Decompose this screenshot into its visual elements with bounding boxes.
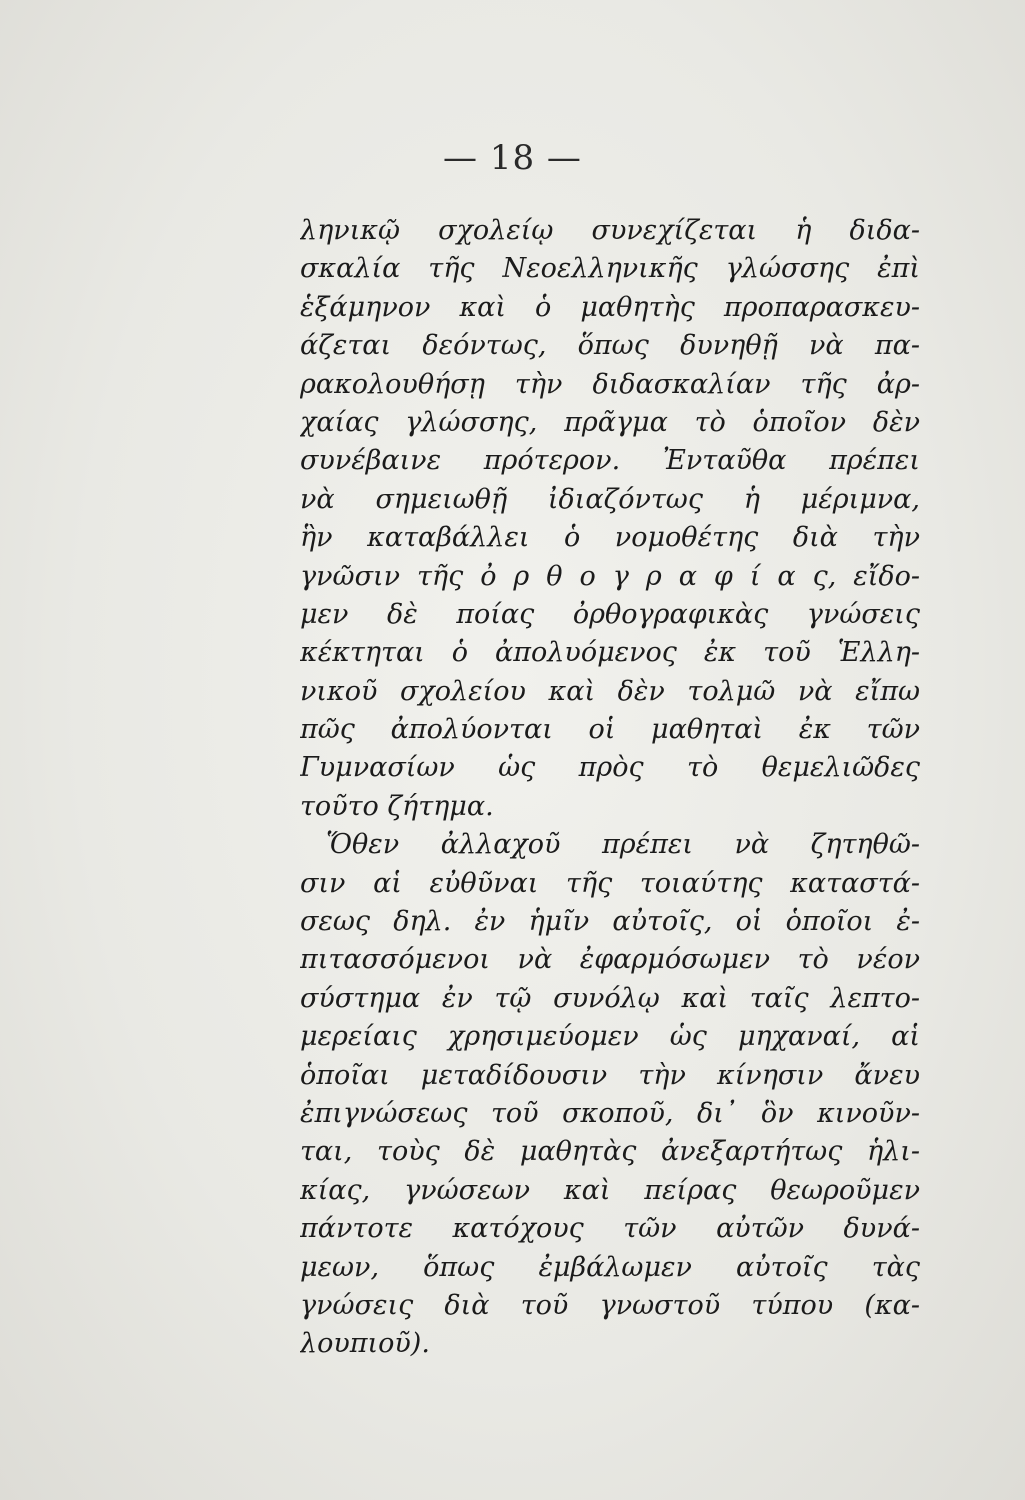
text-line: ἣν καταβάλλει ὁ νομοθέτης διὰ τὴν xyxy=(300,522,920,554)
text-line: άζεται δεόντως, ὅπως δυνηθῇ νὰ πα- xyxy=(300,330,920,362)
text-line: γνῶσιν τῆς ὀ ρ θ ο γ ρ α φ ί α ς, εἴδο- xyxy=(300,560,920,592)
text-line: νικοῦ σχολείου καὶ δὲν τολμῶ νὰ εἴπω xyxy=(300,675,920,707)
text-line: λουπιοῦ). xyxy=(300,1328,430,1360)
text-line: ὁποῖαι μεταδίδουσιν τὴν κίνησιν ἄνευ xyxy=(300,1059,920,1091)
text-line: σιν αἱ εὐθῦναι τῆς τοιαύτης καταστά- xyxy=(300,867,920,899)
text-line: συνέβαινε πρότερον. Ἐνταῦθα πρέπει xyxy=(300,445,920,477)
page-number: — 18 — xyxy=(443,138,582,178)
text-line: νὰ σημειωθῇ ἰδιαζόντως ἡ μέριμνα, xyxy=(300,483,920,515)
text-line: χαίας γλώσσης, πρᾶγμα τὸ ὁποῖον δὲν xyxy=(300,406,920,438)
text-line: ἑξάμηνον καὶ ὁ μαθητὴς προπαρασκευ- xyxy=(300,291,920,323)
text-line: πῶς ἀπολύονται οἱ μαθηταὶ ἐκ τῶν xyxy=(300,714,920,746)
text-line: κέκτηται ὁ ἀπολυόμενος ἐκ τοῦ Ἑλλη- xyxy=(300,637,920,669)
text-line: Γυμνασίων ὡς πρὸς τὸ θεμελιῶδες xyxy=(300,752,920,784)
text-line: τοῦτο ζήτημα. xyxy=(300,790,494,822)
text-line: ρακολουθήσῃ τὴν διδασκαλίαν τῆς ἀρ- xyxy=(300,368,920,400)
text-line: γνώσεις διὰ τοῦ γνωστοῦ τύπου (κα- xyxy=(300,1289,920,1321)
text-line: σκαλία τῆς Νεοελληνικῆς γλώσσης ἐπὶ xyxy=(300,253,920,285)
text-line: πιτασσόμενοι νὰ ἐφαρμόσωμεν τὸ νέον xyxy=(300,944,920,976)
text-line: ληνικῷ σχολείῳ συνεχίζεται ἡ διδα- xyxy=(300,215,920,246)
text-line: πάντοτε κατόχους τῶν αὐτῶν δυνά- xyxy=(300,1213,920,1245)
text-line: Ὅθεν ἀλλαχοῦ πρέπει νὰ ζητηθῶ- xyxy=(326,829,920,861)
text-line: μεων, ὅπως ἐμβάλωμεν αὐτοῖς τὰς xyxy=(300,1251,920,1283)
body-text xyxy=(300,212,920,1364)
text-line: ἐπιγνώσεως τοῦ σκοποῦ, δι᾽ ὃν κινοῦν- xyxy=(300,1097,920,1129)
text-line: μεν δὲ ποίας ὀρθογραφικὰς γνώσεις xyxy=(300,598,920,630)
text-line: σύστημα ἐν τῷ συνόλῳ καὶ ταῖς λεπτο- xyxy=(300,982,920,1014)
text-line: σεως δηλ. ἐν ἡμῖν αὐτοῖς, οἱ ὁποῖοι ἐ- xyxy=(300,906,920,938)
text-line: κίας, γνώσεων καὶ πείρας θεωροῦμεν xyxy=(300,1174,920,1206)
text-line: ται, τοὺς δὲ μαθητὰς ἀνεξαρτήτως ἡλι- xyxy=(300,1136,920,1168)
text-line: μερείαις χρησιμεύομεν ὡς μηχαναί, αἱ xyxy=(300,1021,920,1053)
